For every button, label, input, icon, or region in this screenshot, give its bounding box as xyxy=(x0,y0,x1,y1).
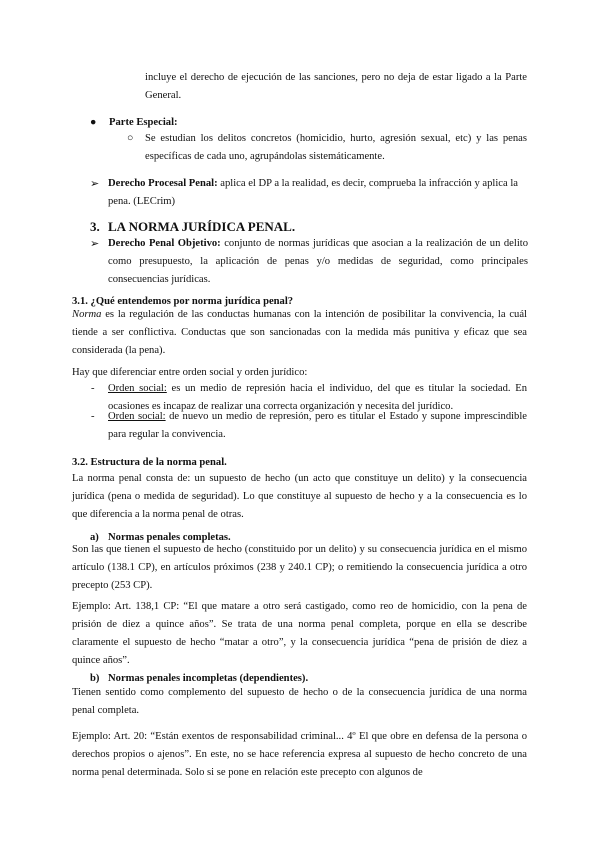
arrow-icon: ➢ xyxy=(90,178,100,190)
norma-paragraph xyxy=(72,306,527,360)
objetivo-title: Derecho Penal Objetivo: xyxy=(108,238,221,249)
sub-bullet-icon: ○ xyxy=(127,133,134,144)
list-item-text: es un medio de represión hacia el individuo, del que es titular la sociedad. En ocasiones es incapaz de realizar una correcta organización y necesita del jurídico. xyxy=(108,383,527,412)
norma-term: Norma xyxy=(72,309,102,320)
objetivo-text: conjunto de normas jurídicas que asocian a la realización de un delito como presupuesto, la aplicación de penas y/o medidas de seguridad, como principales consecuencias jurídicas. xyxy=(108,238,529,285)
diff-intro: Hay que diferenciar entre orden social y orden jurídico: xyxy=(72,367,308,378)
incompletas-example: Ejemplo: Art. 20: “Están exentos de responsabilidad criminal... 4º El que obre en defensa de la persona o derechos propios o ajenos”. En este, no se hace referencia expresa al supuesto de hecho concreto de una norma penal determinada. Solo si se pone en relación este precepto con algunos de xyxy=(72,731,527,778)
incompletas-title: Normas penales incompletas (dependientes). xyxy=(108,673,309,684)
objetivo-paragraph xyxy=(108,235,528,289)
bullet-icon: ● xyxy=(90,117,97,128)
list-marker-b: b) xyxy=(90,673,100,684)
subsection-3-2-title: 3.2. Estructura de la norma penal. xyxy=(72,457,227,468)
dash-marker: - xyxy=(91,383,95,394)
estructura-paragraph: La norma penal consta de: un supuesto de hecho (un acto que constituye un delito) y la consecuencia jurídica (pena o medida de seguridad). Lo que constituye al supuesto de hecho y a la consecuencia es lo que diferencia a la norma penal de otras. xyxy=(72,473,527,520)
incompletas-paragraph: Tienen sentido como complemento del supuesto de hecho o de la consecuencia jurídica de una norma penal completa. xyxy=(72,687,527,716)
norma-text: es la regulación de las conductas humanas con la intención de posibilitar la convivencia, la cuál tiende a ser conflictiva. Conductas que son sancionadas con la medida más punitiva y eficaz que sea considerada (la pena). xyxy=(72,309,527,356)
completas-paragraph: Son las que tienen el supuesto de hecho (constituido por un delito) y su consecuencia jurídica en el mismo artículo (138.1 CP), en artículos próximos (238 y 240.1 CP); o remitiendo la consecuencia jurídica a otro precepto (253 CP). xyxy=(72,544,527,591)
arrow-icon: ➢ xyxy=(90,238,100,250)
section-title: LA NORMA JURÍDICA PENAL. xyxy=(108,219,296,234)
completas-title: Normas penales completas. xyxy=(108,532,231,543)
parte-especial-title: Parte Especial: xyxy=(109,117,178,128)
intro-continuation: incluye el derecho de ejecución de las sanciones, pero no deja de estar ligado a la Parte General. xyxy=(145,72,527,101)
list-marker-a: a) xyxy=(90,532,99,543)
list-item-text: de nuevo un medio de represión, pero es titular el Estado y supone imprescindible para regular la convivencia. xyxy=(108,411,527,440)
completas-example: Ejemplo: Art. 138,1 CP: “El que matare a otro será castigado, como reo de homicidio, con la pena de prisión de diez a quince años”. Se trata de una norma penal completa, porque en ella se describe claramente el supuesto de hecho “matar a otro”, y la consecuencia jurídica “pena de prisión de diez a quince años”. xyxy=(72,601,527,666)
parte-especial-text: Se estudian los delitos concretos (homicidio, hurto, agresión sexual, etc) y las penas específicas de cada uno, agrupándolas sistemáticamente. xyxy=(145,133,527,162)
dash-marker: - xyxy=(91,411,95,422)
procesal-text: aplica el DP a la realidad, es decir, comprueba la infracción y aplica la pena. (LECrim) xyxy=(108,178,519,207)
procesal-paragraph xyxy=(108,175,528,211)
list-item-label: Orden social: xyxy=(108,383,167,394)
section-number: 3. xyxy=(90,219,100,234)
subsection-3-1-title: 3.1. ¿Qué entendemos por norma jurídica penal? xyxy=(72,296,294,307)
list-item-label: Orden social: xyxy=(108,411,166,422)
list-item xyxy=(108,408,527,444)
procesal-title: Derecho Procesal Penal: xyxy=(108,178,218,189)
